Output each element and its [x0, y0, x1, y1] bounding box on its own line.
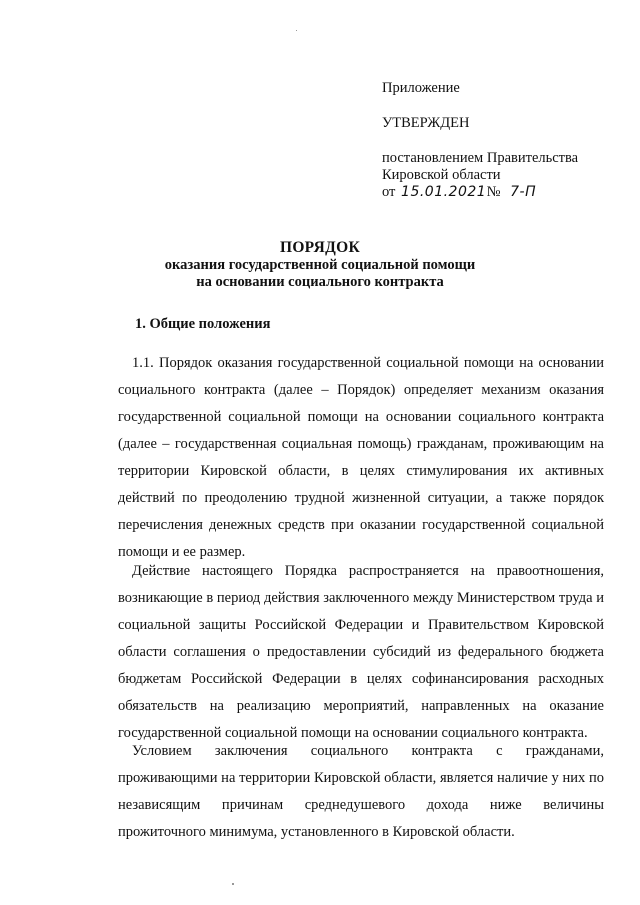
number-prefix: № — [486, 184, 501, 200]
title-line-3: на основании социального контракта — [196, 274, 444, 290]
section-heading: 1. Общие положения — [135, 316, 271, 332]
approval-block — [382, 80, 632, 200]
paragraph-3 — [118, 738, 604, 846]
paragraph-2-text: Действие настоящего Порядка распространяется на правоотношения, возникающие в период действия заключенного между Министерством труда и социальной защиты Российской Федерации и Правительством Кировской области соглашения о предоставлении субсидий из федерального бюджета бюджетам Российской Федерации в целях софинансирования расходных обязательств на реализацию мероприятий, направленных на оказание государственной социальной помощи на основании социального контракта. — [118, 563, 604, 741]
decree-line-1: постановлением Правительства — [382, 150, 579, 166]
appendix-label: Приложение — [382, 80, 460, 96]
paragraph-2 — [118, 558, 604, 747]
decree-line-2: Кировской области — [382, 167, 501, 183]
decree-date-row — [382, 184, 632, 201]
approved-label: УТВЕРЖДЕН — [382, 115, 470, 131]
document-title — [0, 238, 640, 291]
scan-speck — [232, 883, 234, 885]
title-line-2: оказания государственной социальной помощи — [164, 257, 476, 273]
decree-number: 7-П — [510, 184, 537, 200]
paragraph-1 — [118, 350, 604, 566]
paragraph-1-text: 1.1. Порядок оказания государственной социальной помощи на основании социального контракта (далее – Порядок) определяет механизм оказания государственной социальной помощи на основании социального контракта (далее – государственная социальная помощь) гражданам, проживающим на территории Кировской области, в целях стимулирования их активных действий по преодолению трудной жизненной ситуации, а также порядок перечисления денежных средств при оказании государственной социальной помощи и ее размер. — [118, 355, 604, 560]
date-prefix: от — [382, 184, 396, 200]
decree-reference — [382, 150, 632, 201]
title-line-1: ПОРЯДОК — [279, 239, 361, 256]
decree-date: 15.01.2021 — [401, 184, 487, 200]
paragraph-3-text: Условием заключения социального контракта с гражданами, проживающими на территории Кировской области, является наличие у них по независящим причинам среднедушевого дохода ниже величины прожиточного минимума, установленного в Кировской области. — [118, 743, 604, 840]
scan-speck — [296, 30, 297, 31]
